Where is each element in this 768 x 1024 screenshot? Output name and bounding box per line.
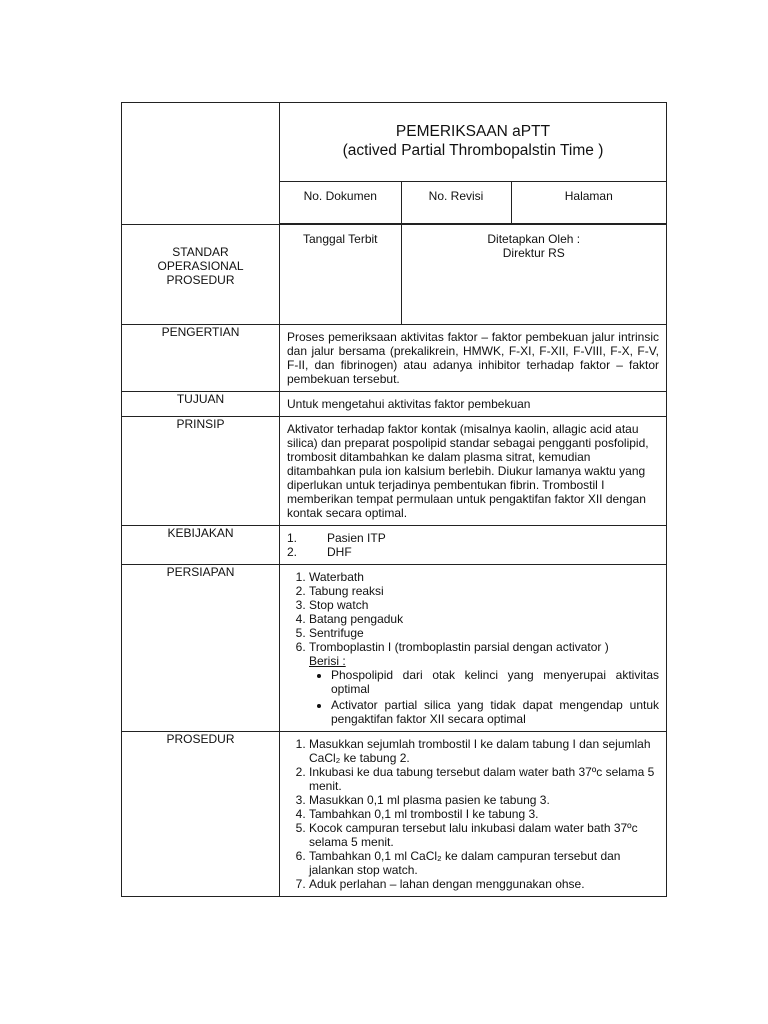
pengertian-cell — [280, 325, 667, 392]
document-subtitle: (actived Partial Thrombopalstin Time ) — [342, 142, 604, 159]
persiapan-cell — [280, 565, 667, 732]
list-item: 5. Sentrifuge — [309, 626, 659, 640]
list-item: • Activator partial silica yang tidak dapat mengendap untuk pengaktifan faktor XII secara optimal — [331, 698, 659, 726]
list-item: 4. Batang pengaduk — [309, 612, 659, 626]
list-item: 2. Inkubasi ke dua tabung tersebut dalam water bath 37ºc selama 5 menit. — [309, 765, 659, 793]
approval-cell — [401, 225, 666, 324]
list-item: 1. Masukkan sejumlah trombostil I ke dalam tabung I dan sejumlah CaCl₂ ke tabung 2. — [309, 737, 659, 765]
revision-number-label: No. Revisi — [401, 182, 511, 223]
list-item: 7. Aduk perlahan – lahan dengan menggunakan ohse. — [309, 877, 659, 891]
berisi-label: Berisi : — [309, 654, 346, 668]
tujuan-text: Untuk mengetahui aktivitas faktor pembekuan — [287, 397, 531, 411]
page-label: Halaman — [511, 182, 666, 223]
sop-label-line3: PROSEDUR — [166, 273, 235, 287]
prinsip-text: Aktivator terhadap faktor kontak (misalnya kaolin, allagic acid atau silica) dan preparat pospolipid standar sebagai pengganti posfolipid, trombosit ditambahkan ke dalam plasma sitrat, kemudian ditambahkan pula ion kalsium berlebih. Diukur lamanya waktu yang diperlukan untuk terjadinya pembentukan fibrin. Trombostil I memberikan tempat permulaan untuk pengaktifan faktor XII dengan kontak secara optimal. — [287, 422, 649, 520]
list-item: 4. Tambahkan 0,1 ml trombostil I ke tabung 3. — [309, 807, 659, 821]
prosedur-label: PROSEDUR — [122, 732, 280, 897]
doc-info-cell — [280, 182, 667, 224]
berisi-list — [309, 668, 659, 726]
list-item: 1. Waterbath — [309, 570, 659, 584]
kebijakan-cell — [280, 526, 667, 565]
prinsip-label: PRINSIP — [122, 417, 280, 526]
tujuan-label: TUJUAN — [122, 392, 280, 417]
sop-label-cell — [122, 225, 280, 325]
issue-date-label: Tanggal Terbit — [280, 225, 401, 324]
issue-info-cell — [280, 225, 667, 325]
sop-label-line2: OPERASIONAL — [157, 259, 244, 273]
doc-number-label: No. Dokumen — [280, 182, 401, 223]
list-item: • Phospolipid dari otak kelinci yang menyerupai aktivitas optimal — [331, 668, 659, 696]
prosedur-cell — [280, 732, 667, 897]
list-item: 6. Tambahkan 0,1 ml CaCl₂ ke dalam campuran tersebut dan jalankan stop watch. — [309, 849, 659, 877]
list-item: 5. Kocok campuran tersebut lalu inkubasi dalam water bath 37ºc selama 5 menit. — [309, 821, 659, 849]
list-item: 2. Tabung reaksi — [309, 584, 659, 598]
persiapan-label: PERSIAPAN — [122, 565, 280, 732]
sop-label-line1: STANDAR — [172, 245, 229, 259]
list-item: 2. DHF — [287, 545, 352, 559]
list-item: 6. Tromboplastin I (tromboplastin parsial dengan activator ) — [309, 640, 659, 654]
kebijakan-label: KEBIJAKAN — [122, 526, 280, 565]
sop-table — [121, 102, 667, 897]
prinsip-cell — [280, 417, 667, 526]
set-by-label: Ditetapkan Oleh : — [487, 232, 581, 246]
director-label: Direktur RS — [502, 246, 565, 260]
pengertian-label: PENGERTIAN — [122, 325, 280, 392]
document-title: PEMERIKSAAN aPTT — [395, 123, 551, 140]
logo-cell — [122, 103, 280, 225]
list-item: 1. Pasien ITP — [287, 531, 386, 545]
tujuan-cell — [280, 392, 667, 417]
prosedur-list — [287, 737, 659, 891]
list-item: 3. Masukkan 0,1 ml plasma pasien ke tabung 3. — [309, 793, 659, 807]
persiapan-list — [287, 570, 659, 654]
pengertian-text: Proses pemeriksaan aktivitas faktor – faktor pembekuan jalur intrinsic dan jalur bersama (prekalikrein, HMWK, F-XI, F-XII, F-VIII, F-X, F-V, F-II, dan fibrinogen) atau adanya inhibitor terhadap faktor – faktor pembekuan tersebut. — [287, 330, 659, 386]
list-item: 3. Stop watch — [309, 598, 659, 612]
title-cell — [280, 103, 667, 182]
